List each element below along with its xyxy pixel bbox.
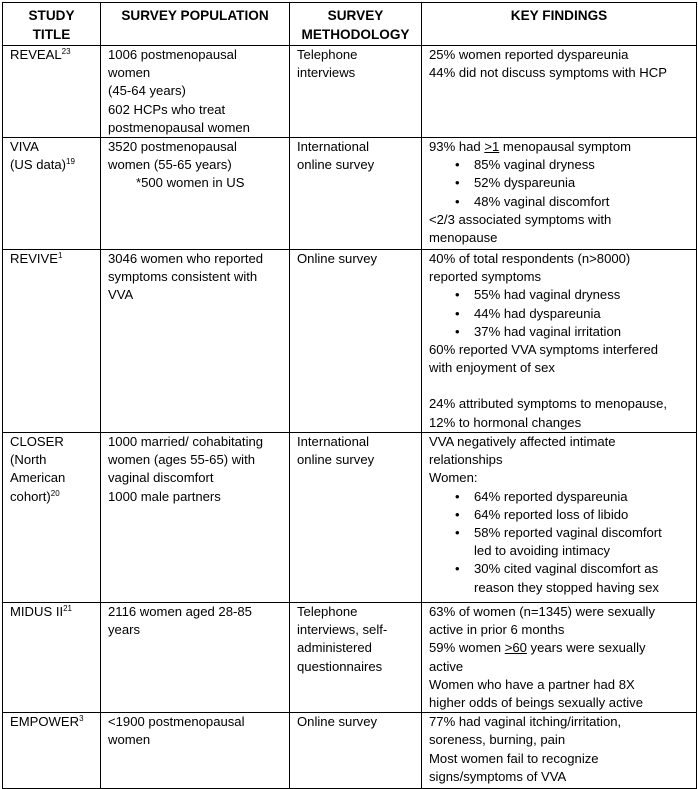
bullet-icon: • [455,323,460,339]
study-title-cell [3,250,101,433]
study-title-line [10,713,96,731]
finding-line: 24% attributed symptoms to menopause, [429,396,667,412]
survey-methodology-cell [290,603,422,713]
table-body [3,46,697,789]
table-row [3,46,697,138]
survey-population-cell [101,433,290,603]
bullet-icon: • [455,175,460,191]
bullet-text: 55% had vaginal dryness [474,287,621,303]
survey-population-cell [101,713,290,789]
table-row [3,138,697,250]
blank-line [429,377,692,395]
population-line: 1000 married/ cohabitating [108,434,264,450]
table-row [3,603,697,713]
survey-methodology-cell [290,138,422,250]
study-title-cell [3,138,101,250]
population-line: (45-64 years) [108,83,186,99]
finding-line [429,138,692,156]
population-line: 1006 postmenopausal [108,47,237,62]
bullet-text: 64% reported dyspareunia [474,488,628,504]
study-title-text: cohort) [10,488,51,504]
study-title-line [10,156,96,174]
study-title-cell [3,433,101,603]
finding-line: relationships [429,452,503,468]
population-line: symptoms consistent with [108,269,258,285]
finding-text-suffix: menopausal symptom [499,139,632,155]
finding-line: 40% of total respondents (n>8000) [429,251,631,267]
study-title-text: (US data) [10,157,67,173]
methodology-line: Telephone [297,47,358,62]
finding-line: active in prior 6 months [429,622,565,638]
methodology-line: online survey [297,452,375,468]
bullet-icon: • [455,305,460,321]
finding-bullet [429,305,692,323]
finding-line: 25% women reported dyspareunia [429,47,629,62]
finding-bullet [429,524,692,560]
table-row [3,250,697,433]
finding-text-suffix: years were sexually [526,640,646,656]
population-line: women [108,732,151,748]
key-findings-cell [422,250,697,433]
finding-bullet [429,560,692,596]
survey-methodology-cell [290,46,422,138]
methodology-line: administered [297,640,372,656]
reference-superscript: 19 [66,157,75,167]
population-line: women (55-65 years) [108,157,232,173]
study-title-cell [3,713,101,789]
finding-text-prefix: 93% had [429,139,485,155]
methodology-line: online survey [297,157,375,173]
bullet-text-continued: reason they stopped having sex [474,579,659,595]
study-title-text: MIDUS II [10,604,64,620]
key-findings-cell [422,46,697,138]
methodology-line: interviews [297,65,356,81]
finding-bullet [429,286,692,304]
bullet-text-continued: led to avoiding intimacy [474,543,611,559]
study-title-line [10,488,96,506]
bullet-text: 30% cited vaginal discomfort as [474,561,659,577]
finding-line: soreness, burning, pain [429,732,566,748]
finding-bullet [429,506,692,524]
bullet-icon: • [455,287,460,303]
methodology-line: Telephone [297,604,358,620]
population-line: *500 women in US [136,175,245,191]
population-line: VVA [108,287,134,303]
population-line: 1000 male partners [108,488,221,504]
study-title-cell [3,603,101,713]
methodology-line: International [297,139,370,155]
finding-bullet [429,488,692,506]
study-title-line [10,603,96,621]
key-findings-cell [422,603,697,713]
bullet-text: 44% had dyspareunia [474,305,601,321]
table-row [3,713,697,789]
methodology-line: interviews, self- [297,622,388,638]
study-title-text: REVEAL [10,47,62,62]
study-title-line [10,451,96,469]
underlined-operator: >60 [504,640,527,656]
study-title-line [10,138,96,156]
finding-line: 44% did not discuss symptoms with HCP [429,65,667,81]
finding-line: Women: [429,470,478,486]
finding-line [429,639,692,657]
table-row [3,433,697,603]
reference-superscript: 21 [63,604,73,614]
finding-text-prefix: 59% women [429,640,505,656]
finding-line: reported symptoms [429,269,542,285]
finding-line: menopause [429,230,498,246]
survey-methodology-cell [290,713,422,789]
bullet-icon: • [455,561,460,577]
reference-superscript: 23 [61,47,71,56]
finding-bullet [429,174,692,192]
key-findings-cell [422,433,697,603]
study-title-text: EMPOWER [10,714,80,730]
methodology-line: questionnaires [297,658,383,674]
finding-line: with enjoyment of sex [429,360,555,376]
reference-superscript: 20 [50,488,60,498]
population-line: women (ages 55-65) with [108,452,256,468]
study-title-text: American [10,470,66,486]
population-line: years [108,622,141,638]
finding-line: higher odds of beings sexually active [429,695,643,711]
bullet-icon: • [455,525,460,541]
bullet-text: 58% reported vaginal discomfort [474,525,662,541]
reference-superscript: 3 [79,714,84,724]
finding-line: 12% to hormonal changes [429,414,582,430]
survey-population-cell [101,603,290,713]
survey-population-cell [101,138,290,250]
finding-line: VVA negatively affected intimate [429,434,616,450]
bullet-text: 48% vaginal discomfort [474,193,610,209]
finding-bullet [429,323,692,341]
header-row [3,3,697,46]
finding-line: 63% of women (n=1345) were sexually [429,604,655,620]
population-line: 3046 women who reported [108,251,264,267]
header-key-findings: KEY FINDINGS [422,3,697,46]
reference-superscript: 1 [58,251,63,261]
finding-line: 60% reported VVA symptoms interfered [429,342,659,358]
finding-line: Women who have a partner had 8X [429,676,635,692]
methodology-line: International [297,434,370,450]
study-title-line [10,46,96,64]
header-survey-methodology: SURVEY METHODOLOGY [290,3,422,46]
bullet-icon: • [455,506,460,522]
bullet-icon: • [455,193,460,209]
population-line: 3520 postmenopausal [108,139,237,155]
finding-bullet [429,193,692,211]
study-title-line [10,250,96,268]
finding-line: Most women fail to recognize [429,750,599,766]
study-title-text: REVIVE [10,251,59,267]
population-line: <1900 postmenopausal [108,714,245,730]
survey-population-cell [101,46,290,138]
header-study-title: STUDY TITLE [3,3,101,46]
survey-table [2,2,697,789]
study-title-line [10,469,96,487]
header-survey-population: SURVEY POPULATION [101,3,290,46]
finding-line: 77% had vaginal itching/irritation, [429,714,622,730]
finding-line: signs/symptoms of VVA [429,768,567,784]
population-line: 602 HCPs who treat [108,101,226,117]
survey-population-cell [101,250,290,433]
population-line: 2116 women aged 28-85 [108,604,252,620]
bullet-text: 37% had vaginal irritation [474,323,622,339]
methodology-line: Online survey [297,714,378,730]
bullet-text: 85% vaginal dryness [474,157,595,173]
key-findings-cell [422,138,697,250]
study-title-line [10,433,96,451]
finding-line: <2/3 associated symptoms with [429,211,612,227]
study-title-text: VIVA [10,139,39,155]
bullet-icon: • [455,157,460,173]
bullet-text: 64% reported loss of libido [474,506,629,522]
population-line: vaginal discomfort [108,470,214,486]
population-line: postmenopausal women [108,119,250,135]
bullet-text: 52% dyspareunia [474,175,576,191]
study-title-text: (North [10,452,47,468]
underlined-operator: >1 [484,139,500,155]
finding-line: active [429,658,464,674]
survey-methodology-cell [290,433,422,603]
study-title-text: CLOSER [10,434,64,450]
methodology-line: Online survey [297,251,378,267]
study-title-cell [3,46,101,138]
finding-bullet [429,156,692,174]
bullet-icon: • [455,488,460,504]
population-line: women [108,65,151,81]
key-findings-cell [422,713,697,789]
survey-methodology-cell [290,250,422,433]
